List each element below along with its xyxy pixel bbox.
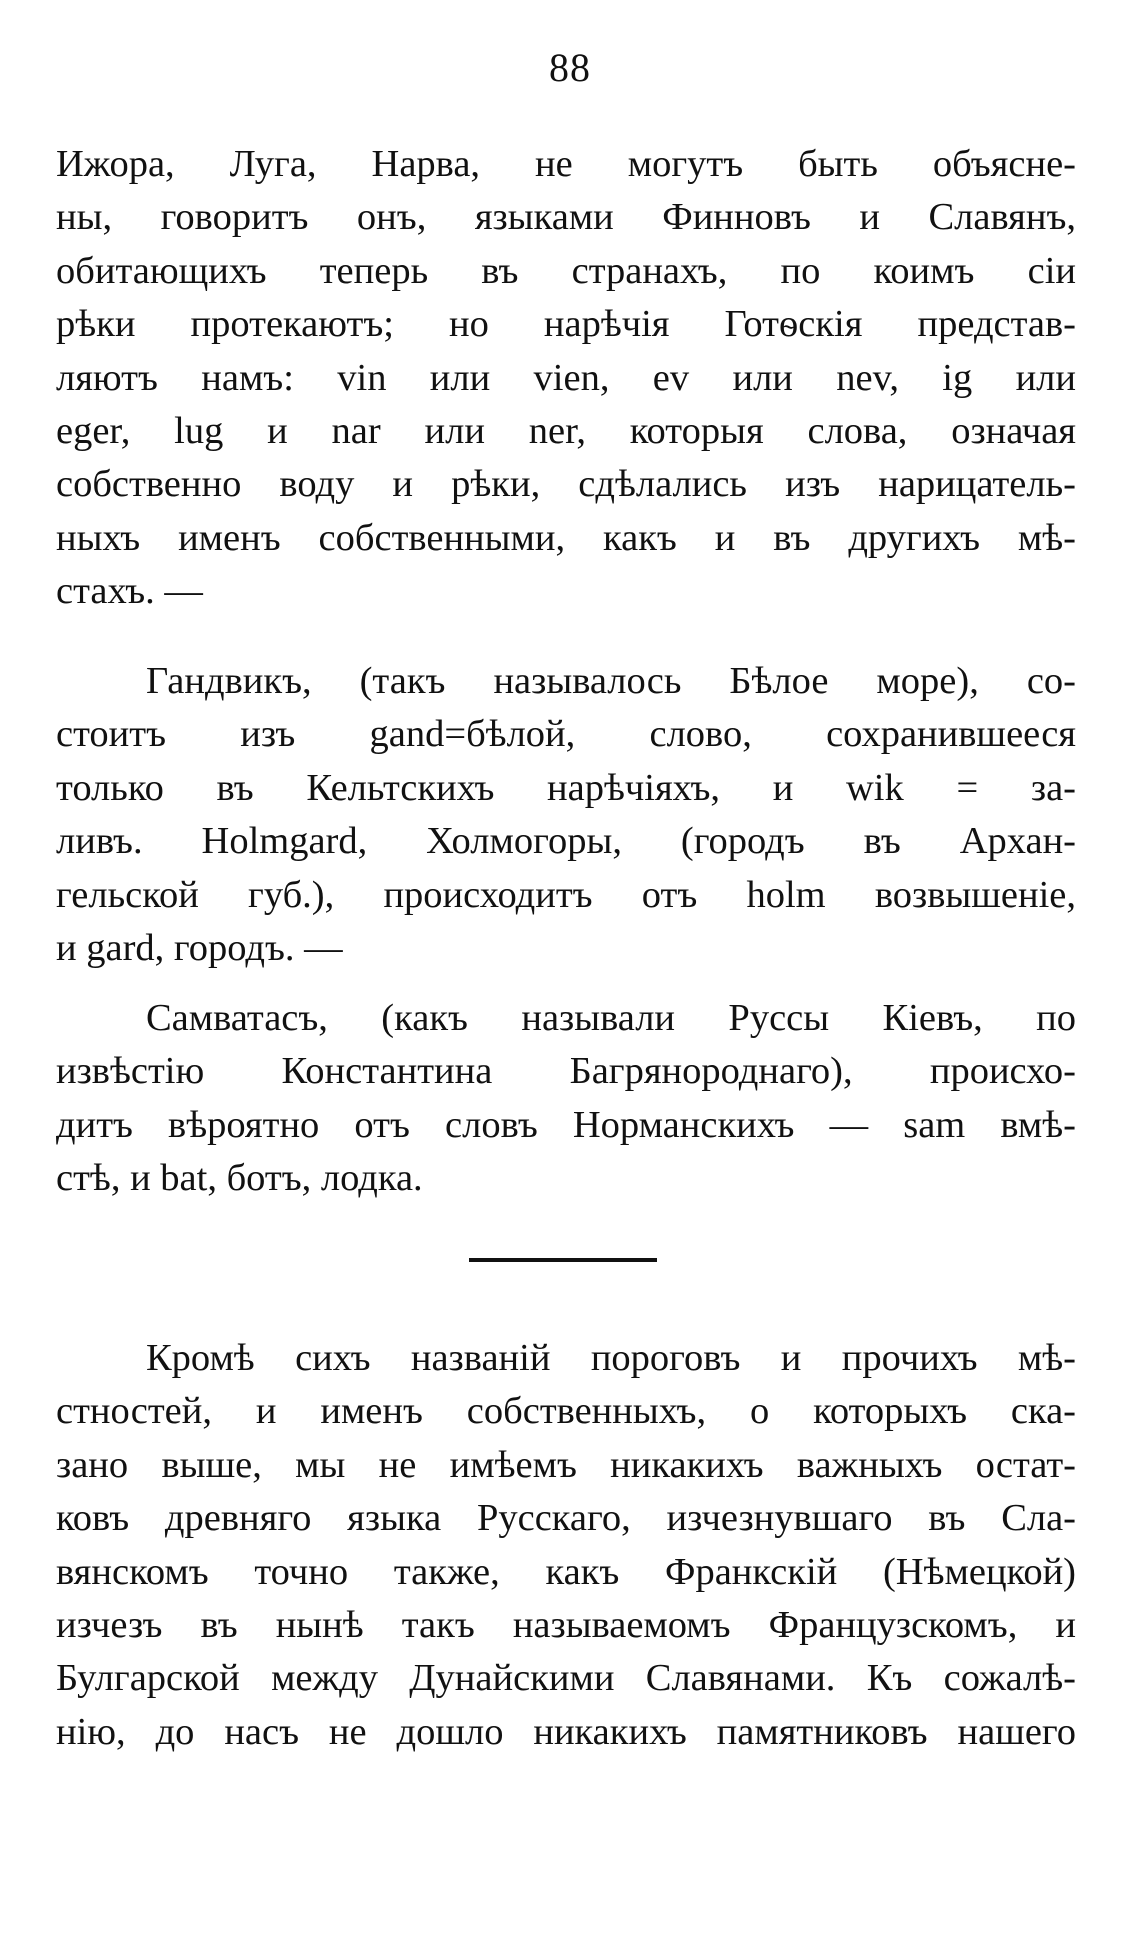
text-line: стахъ. — — [56, 570, 203, 613]
text-line: собственно воду и рѣки, сдѣлались изъ нарицатель- — [56, 463, 1076, 506]
text-line: дитъ вѣроятно отъ словъ Норманскихъ — sam вмѣ- — [56, 1103, 1076, 1146]
text-line: вянскомъ точно также, какъ Франкскій (Нѣмецкой) — [56, 1550, 1076, 1593]
text-line: Булгарской между Дунайскими Славянами. Къ сожалѣ- — [56, 1657, 1076, 1700]
section-divider — [469, 1258, 657, 1262]
text-line: стоитъ изъ gand=бѣлой, слово, сохранившееся — [56, 713, 1076, 756]
text-line: зано выше, мы не имѣемъ никакихъ важныхъ остат- — [56, 1443, 1076, 1486]
text-line: обитающихъ теперь въ странахъ, по коимъ сіи — [56, 249, 1076, 292]
text-line: Ижора, Луга, Нарва, не могутъ быть объясне- — [56, 143, 1076, 185]
paragraph-3 — [56, 992, 1076, 1206]
paragraph-1 — [56, 138, 1076, 619]
text-line: ковъ древняго языка Русскаго, изчезнувшаго въ Сла- — [56, 1497, 1076, 1540]
paragraph-4 — [56, 1332, 1076, 1759]
text-line: Кромѣ сихъ названій пороговъ и прочихъ мѣ- — [146, 1337, 1076, 1379]
text-line: нію, до насъ не дошло никакихъ памятниковъ нашего — [56, 1710, 1076, 1753]
text-line: стѣ, и bat, ботъ, лодка. — [56, 1157, 423, 1200]
text-line: ны, говоритъ онъ, языками Финновъ и Славянъ, — [56, 196, 1076, 239]
text-line: ляютъ намъ: vin или vien, ev или nev, ig или — [56, 356, 1076, 399]
text-line: ныхъ именъ собственными, какъ и въ другихъ мѣ- — [56, 516, 1076, 559]
text-line: извѣстію Константина Багрянороднаго), происхо- — [56, 1050, 1076, 1093]
text-line: eger, lug и nar или ner, которыя слова, означая — [56, 409, 1076, 452]
page-number: 88 — [549, 45, 591, 90]
text-line: гельской губ.), происходитъ отъ holm возвышеніе, — [56, 873, 1076, 916]
text-line: только въ Кельтскихъ нарѣчіяхъ, и wik = за- — [56, 766, 1076, 809]
text-line: ливъ. Holmgard, Холмогоры, (городъ въ Архан- — [56, 820, 1076, 863]
text-line: рѣки протекаютъ; но нарѣчія Готѳскія представ- — [56, 303, 1076, 346]
text-line: стностей, и именъ собственныхъ, о которыхъ ска- — [56, 1390, 1076, 1433]
text-line: Самватасъ, (какъ называли Руссы Кіевъ, по — [146, 997, 1076, 1039]
text-line: Гандвикъ, (такъ называлось Бѣлое море), со- — [146, 660, 1076, 702]
paragraph-2 — [56, 655, 1076, 975]
text-line: и gard, городъ. — — [56, 926, 343, 969]
text-line: изчезъ въ нынѣ такъ называемомъ Французскомъ, и — [56, 1603, 1076, 1646]
